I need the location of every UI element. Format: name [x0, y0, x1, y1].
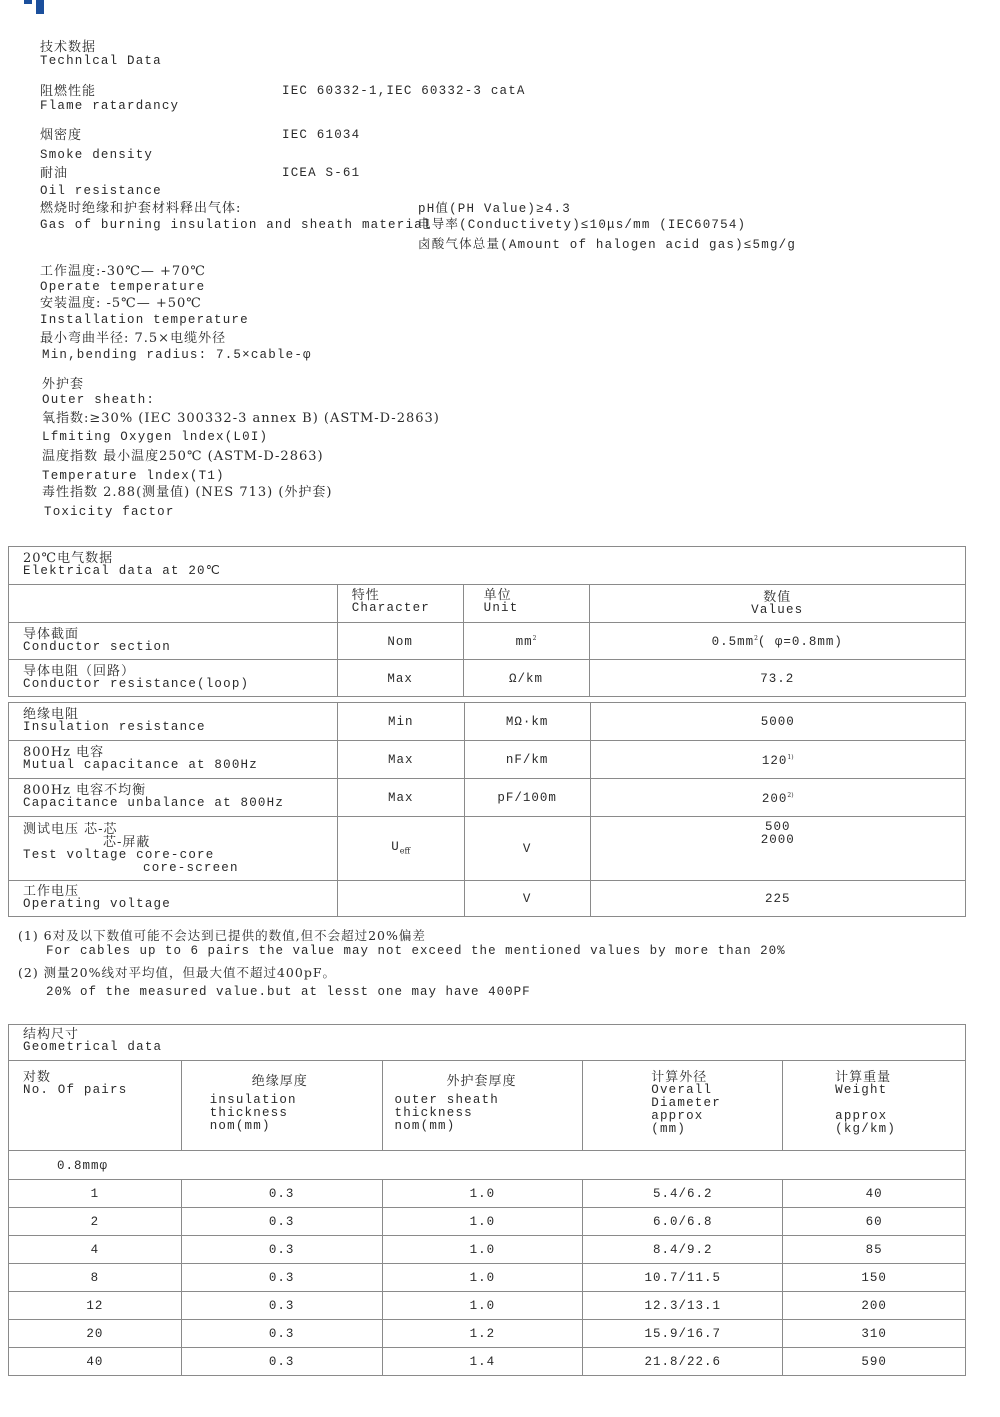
test-voltage-screen-zh: 芯-屏蔽 [103, 835, 151, 850]
row-label-en: Mutual capacitance at 800Hz [23, 758, 258, 772]
row-unit: MΩ·km [505, 715, 549, 729]
cell-diameter: 10.7/11.5 [644, 1271, 721, 1285]
cell-sheath: 1.0 [469, 1271, 496, 1285]
oxygen-index-zh: 氧指数:≥30% (IEC 300332-3 annex B) (ASTM-D-2863) [42, 411, 440, 426]
smoke-label-en: Smoke density [40, 148, 154, 162]
cell-pairs: 40 [86, 1355, 104, 1369]
cell-weight: 200 [861, 1299, 887, 1313]
row-value-tail: ( φ=0.8mm) [757, 635, 843, 650]
row-label-en: Conductor resistance(loop) [23, 677, 250, 691]
operating-voltage-unit: V [522, 892, 532, 906]
oxygen-index-en: Lfmiting Oxygen lndex(L0I) [42, 430, 269, 444]
cell-sheath: 1.0 [469, 1187, 496, 1201]
row-value: 120 [761, 754, 788, 769]
gas-halogen-value: 卤酸气体总量(Amount of halogen acid gas)≤5mg/g [418, 238, 797, 252]
table-row [9, 623, 966, 660]
electrical-data-table [8, 546, 966, 697]
electrical-title-en: Elektrical data at 20℃ [23, 564, 221, 578]
footnote-ref: 1) [787, 753, 794, 761]
header-weight-unit: (kg/km) [835, 1122, 897, 1136]
test-voltage-value-screen: 2000 [760, 833, 795, 847]
test-voltage-en: Test voltage core-core [23, 848, 215, 862]
row-label-en: Insulation resistance [23, 720, 206, 734]
row-unit-sup: 2 [532, 635, 537, 643]
footnote-2-en: 20% of the measured value.but at lesst one may have 400PF [46, 985, 531, 999]
row-character: Max [387, 753, 414, 767]
flame-value: IEC 60332-1,IEC 60332-3 catA [282, 84, 526, 98]
oil-value: ICEA S-61 [282, 166, 361, 180]
cell-insulation: 0.3 [268, 1327, 295, 1341]
header-sheath-en: outer sheath thickness [394, 1093, 499, 1120]
oil-label-en: Oil resistance [40, 184, 162, 198]
operating-voltage-value: 225 [765, 892, 791, 906]
cell-sheath: 1.0 [469, 1243, 496, 1257]
operate-temp-en: Operate temperature [40, 280, 206, 294]
cell-weight: 150 [861, 1271, 887, 1285]
row-label-zh: 800Hz 电容不均衡 [23, 783, 147, 798]
test-voltage-row [9, 817, 966, 881]
header-pairs-zh: 对数 [23, 1070, 52, 1085]
header-diameter-unit: (mm) [651, 1122, 687, 1136]
cell-pairs: 20 [86, 1327, 104, 1341]
row-character: Nom [387, 634, 413, 649]
cell-insulation: 0.3 [268, 1187, 295, 1201]
row-label-zh: 导体电阻（回路） [23, 664, 136, 679]
header-insulation-unit: nom(mm) [209, 1119, 271, 1133]
cell-diameter: 8.4/9.2 [652, 1243, 713, 1257]
smoke-value: IEC 61034 [282, 128, 361, 142]
table-row [9, 1180, 966, 1208]
cell-weight: 310 [861, 1327, 887, 1341]
table-row [9, 741, 966, 779]
cell-weight: 60 [865, 1215, 883, 1229]
row-value: 73.2 [760, 671, 795, 686]
header-unit-zh: 单位 [483, 588, 512, 603]
oil-label-zh: 耐油 [40, 166, 69, 181]
cell-insulation: 0.3 [268, 1215, 295, 1229]
tech-title-en: Technlcal Data [40, 54, 162, 68]
table-row [9, 703, 966, 741]
header-values-zh: 数值 [763, 590, 792, 605]
footnote-ref: 2) [787, 791, 794, 799]
row-character: Max [387, 791, 414, 805]
gas-conductivity-value: 电导率(Conductivety)≤10μs/mm (IEC60754) [418, 218, 747, 232]
footnote-1-en: For cables up to 6 pairs the value may not exceed the mentioned values by more than 20% [46, 944, 786, 958]
header-diameter-zh: 计算外径 [651, 1070, 708, 1085]
gas-label-en: Gas of burning insulation and sheath material [40, 218, 432, 232]
geometrical-header-row [9, 1061, 966, 1151]
row-value: 0.5mm [711, 635, 755, 650]
header-pairs-en: No. Of pairs [23, 1083, 128, 1097]
cell-sheath: 1.2 [469, 1327, 496, 1341]
gas-ph-value: pH值(PH Value)≥4.3 [418, 202, 571, 216]
row-unit: nF/km [505, 753, 549, 767]
flame-label-en: Flame ratardancy [40, 99, 180, 113]
test-voltage-unit: V [522, 842, 532, 856]
cell-insulation: 0.3 [268, 1355, 295, 1369]
row-label-zh: 绝缘电阻 [23, 707, 80, 722]
toxicity-zh: 毒性指数 2.88(测量值) (NES 713) (外护套) [42, 485, 333, 500]
cell-diameter: 21.8/22.6 [644, 1355, 721, 1369]
test-voltage-screen-en: core-screen [143, 861, 239, 875]
row-label-en: Conductor section [23, 640, 171, 654]
cell-weight: 590 [861, 1355, 887, 1369]
footnote-2-zh: (2) 测量20%线对平均值，但最大值不超过400pF。 [18, 965, 336, 980]
flame-label-zh: 阻燃性能 [40, 84, 97, 99]
cell-insulation: 0.3 [268, 1299, 295, 1313]
table-row [9, 1236, 966, 1264]
operate-temp-zh: 工作温度:-30℃— +70℃ [40, 264, 206, 279]
test-voltage-character: U [391, 840, 400, 855]
header-diameter-en3: approx [651, 1109, 704, 1123]
cell-diameter: 5.4/6.2 [652, 1187, 713, 1201]
geometrical-title-zh: 结构尺寸 [23, 1027, 80, 1042]
table-row [9, 1320, 966, 1348]
geometrical-title-en: Geometrical data [23, 1040, 163, 1054]
row-label-zh: 800Hz 电容 [23, 745, 105, 760]
header-weight-approx: approx [835, 1109, 888, 1123]
electrical-title-row [9, 547, 966, 585]
row-character: Min [387, 715, 414, 729]
operating-voltage-row [9, 881, 966, 917]
row-label-zh: 导体截面 [23, 627, 80, 642]
header-character-zh: 特性 [351, 588, 380, 603]
cell-insulation: 0.3 [268, 1243, 295, 1257]
header-sheath-zh: 外护套厚度 [446, 1074, 517, 1089]
outer-sheath-zh: 外护套 [42, 377, 85, 392]
header-character-en: Character [351, 601, 430, 615]
install-temp-en: Installation temperature [40, 313, 249, 327]
bend-radius-zh: 最小弯曲半径: 7.5×电缆外径 [40, 331, 227, 346]
cell-sheath: 1.0 [469, 1299, 496, 1313]
cell-diameter: 12.3/13.1 [644, 1299, 721, 1313]
table-row [9, 1292, 966, 1320]
header-values-en: Values [751, 603, 804, 617]
header-weight-zh: 计算重量 [835, 1070, 892, 1085]
row-value-sup: 2 [754, 635, 758, 643]
cell-sheath: 1.0 [469, 1215, 496, 1229]
geometrical-title-row [9, 1025, 966, 1061]
tech-title-zh: 技术数据 [40, 40, 97, 55]
bend-radius-en: Min,bending radius: 7.5×cable-φ [42, 348, 312, 362]
test-voltage-character-sub: eff [399, 846, 411, 856]
row-unit: Ω/km [509, 671, 544, 686]
cell-weight: 40 [865, 1187, 883, 1201]
table-row [9, 1264, 966, 1292]
smoke-label-zh: 烟密度 [40, 128, 83, 143]
row-value: 5000 [760, 715, 795, 729]
logo-fragment-icon [22, 0, 60, 14]
toxicity-en: Toxicity factor [44, 505, 175, 519]
footnote-1-zh: (1) 6对及以下数值可能不会达到已提供的数值,但不会超过20%偏差 [18, 928, 426, 943]
cell-diameter: 15.9/16.7 [644, 1327, 721, 1341]
table-row [9, 660, 966, 697]
test-voltage-zh: 测试电压 芯-芯 [23, 822, 118, 837]
cell-pairs: 8 [90, 1271, 100, 1285]
outer-sheath-en: Outer sheath: [42, 393, 156, 407]
cell-diameter: 6.0/6.8 [652, 1215, 713, 1229]
header-sheath-unit: nom(mm) [394, 1119, 456, 1133]
row-label-en: Capacitance unbalance at 800Hz [23, 796, 285, 810]
gas-label-zh: 燃烧时绝缘和护套材料释出气体: [40, 201, 242, 216]
row-unit: pF/100m [497, 791, 557, 805]
cell-weight: 85 [865, 1243, 883, 1257]
temp-index-en: Temperature lndex(T1) [42, 469, 225, 483]
header-diameter-en2: Diameter [651, 1096, 721, 1110]
header-insulation-zh: 绝缘厚度 [251, 1074, 308, 1089]
temp-index-zh: 温度指数 最小温度250℃ (ASTM-D-2863) [42, 449, 324, 464]
cell-pairs: 2 [90, 1215, 100, 1229]
cell-insulation: 0.3 [268, 1271, 295, 1285]
test-voltage-value-core: 500 [765, 820, 791, 834]
install-temp-zh: 安装温度: -5℃— +50℃ [40, 296, 202, 311]
table-row [9, 1208, 966, 1236]
header-diameter-en1: Overall [651, 1083, 713, 1097]
cell-pairs: 1 [90, 1187, 100, 1201]
group-row [9, 1151, 966, 1180]
operating-voltage-zh: 工作电压 [23, 884, 80, 899]
conductor-group-label: 0.8mmφ [57, 1159, 109, 1173]
row-character: Max [387, 671, 413, 686]
electrical-title-zh: 20℃电气数据 [23, 551, 114, 566]
cell-pairs: 12 [86, 1299, 104, 1313]
header-weight-en: Weight [835, 1083, 888, 1097]
header-unit-en: Unit [483, 601, 519, 615]
header-insulation-en: insulation thickness [209, 1093, 297, 1120]
row-value: 200 [761, 792, 788, 807]
cell-sheath: 1.4 [469, 1355, 496, 1369]
cell-pairs: 4 [90, 1243, 100, 1257]
electrical-header-row [9, 585, 966, 623]
table-row [9, 779, 966, 817]
geometrical-data-table [8, 1024, 966, 1376]
operating-voltage-en: Operating voltage [23, 897, 171, 911]
electrical-data-table-continued [8, 702, 966, 917]
table-row [9, 1348, 966, 1376]
row-unit: mm [515, 635, 533, 650]
